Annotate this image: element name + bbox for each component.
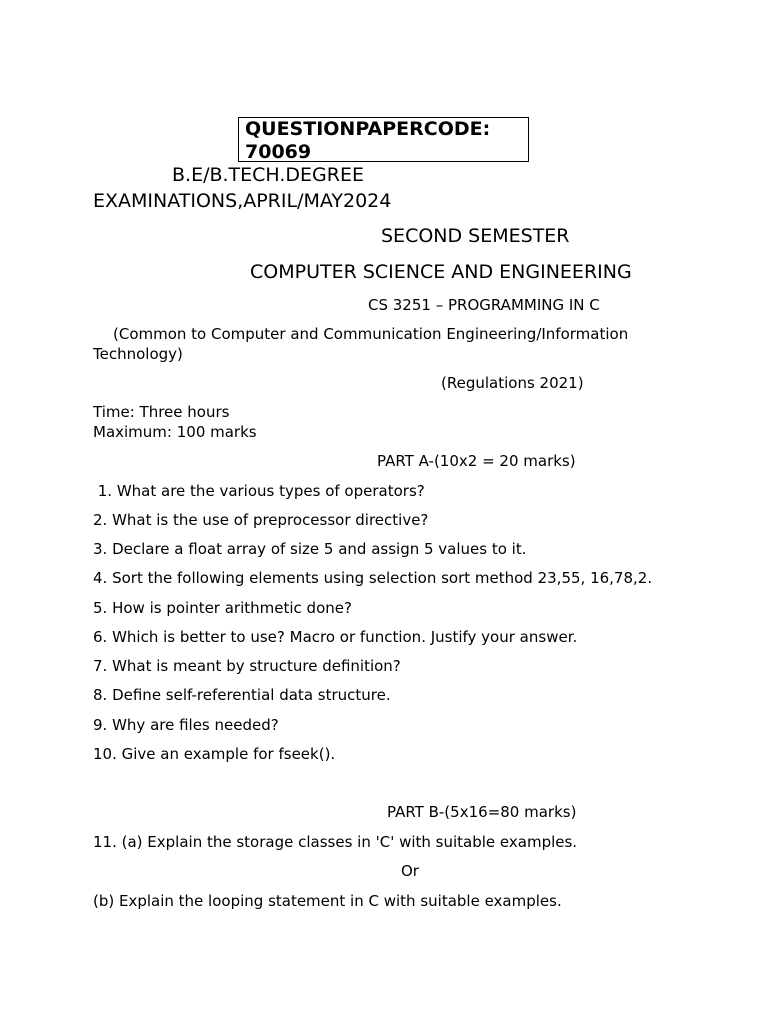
degree-line-2: EXAMINATIONS,APRIL/MAY2024 <box>93 190 392 212</box>
semester-title: SECOND SEMESTER <box>381 225 570 247</box>
part-b-question-11a: 11. (a) Explain the storage classes in 'C' with suitable examples. <box>93 833 578 851</box>
part-a-question-7: 7. What is meant by structure definition? <box>93 657 401 675</box>
common-to-line-1: (Common to Computer and Communication Engineering/Information <box>113 325 629 343</box>
question-paper-code-label: QUESTIONPAPERCODE: <box>245 118 491 140</box>
degree-line-1: B.E/B.TECH.DEGREE <box>172 164 364 186</box>
question-paper-code-box <box>238 117 529 162</box>
part-a-question-5: 5. How is pointer arithmetic done? <box>93 599 352 617</box>
or-separator: Or <box>401 862 419 880</box>
part-a-question-1: 1. What are the various types of operators? <box>93 482 425 500</box>
exam-max-marks: Maximum: 100 marks <box>93 423 257 441</box>
part-a-question-10: 10. Give an example for fseek(). <box>93 745 336 763</box>
course-title: CS 3251 – PROGRAMMING IN C <box>368 296 600 314</box>
part-a-question-3: 3. Declare a float array of size 5 and assign 5 values to it. <box>93 540 527 558</box>
part-a-question-2: 2. What is the use of preprocessor directive? <box>93 511 429 529</box>
exam-time: Time: Three hours <box>93 403 230 421</box>
regulations: (Regulations 2021) <box>441 374 584 392</box>
part-b-question-11b: (b) Explain the looping statement in C with suitable examples. <box>93 892 562 910</box>
part-a-question-6: 6. Which is better to use? Macro or function. Justify your answer. <box>93 628 578 646</box>
common-to-line-2: Technology) <box>93 345 183 363</box>
department-title: COMPUTER SCIENCE AND ENGINEERING <box>250 261 632 283</box>
part-a-question-4: 4. Sort the following elements using selection sort method 23,55, 16,78,2. <box>93 569 653 587</box>
part-a-question-8: 8. Define self-referential data structure. <box>93 686 391 704</box>
part-a-heading: PART A-(10x2 = 20 marks) <box>377 452 576 470</box>
part-a-question-9: 9. Why are files needed? <box>93 716 279 734</box>
question-paper-code-value: 70069 <box>245 141 312 163</box>
part-b-heading: PART B-(5x16=80 marks) <box>387 803 577 821</box>
